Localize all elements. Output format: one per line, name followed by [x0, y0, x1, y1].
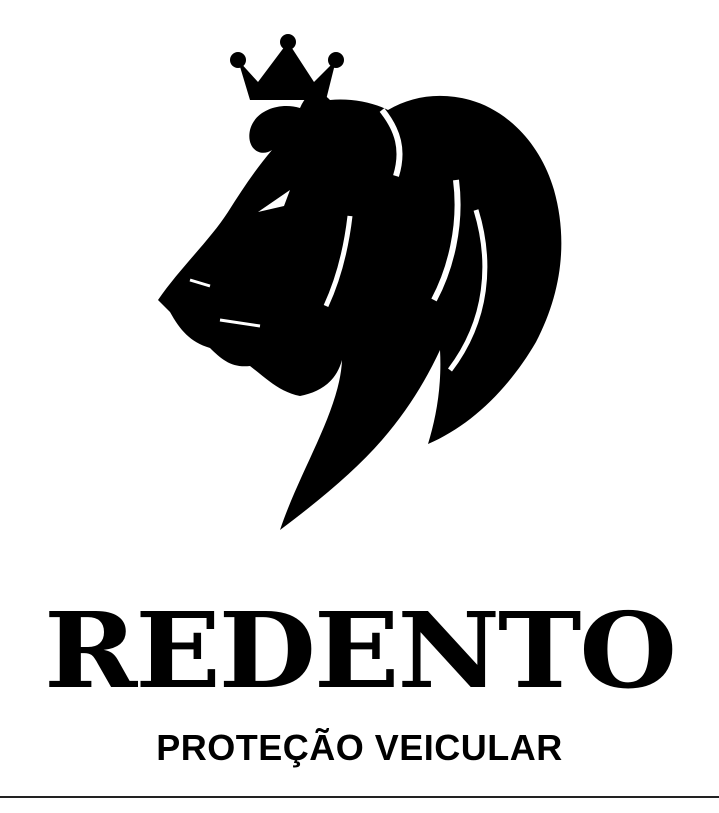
tagline: PROTEÇÃO VEICULAR [156, 727, 563, 768]
lion-head-with-crown-icon [150, 30, 570, 590]
brand-name: REDENTO [44, 589, 675, 712]
bottom-divider [0, 796, 719, 798]
crown-icon [230, 34, 344, 100]
